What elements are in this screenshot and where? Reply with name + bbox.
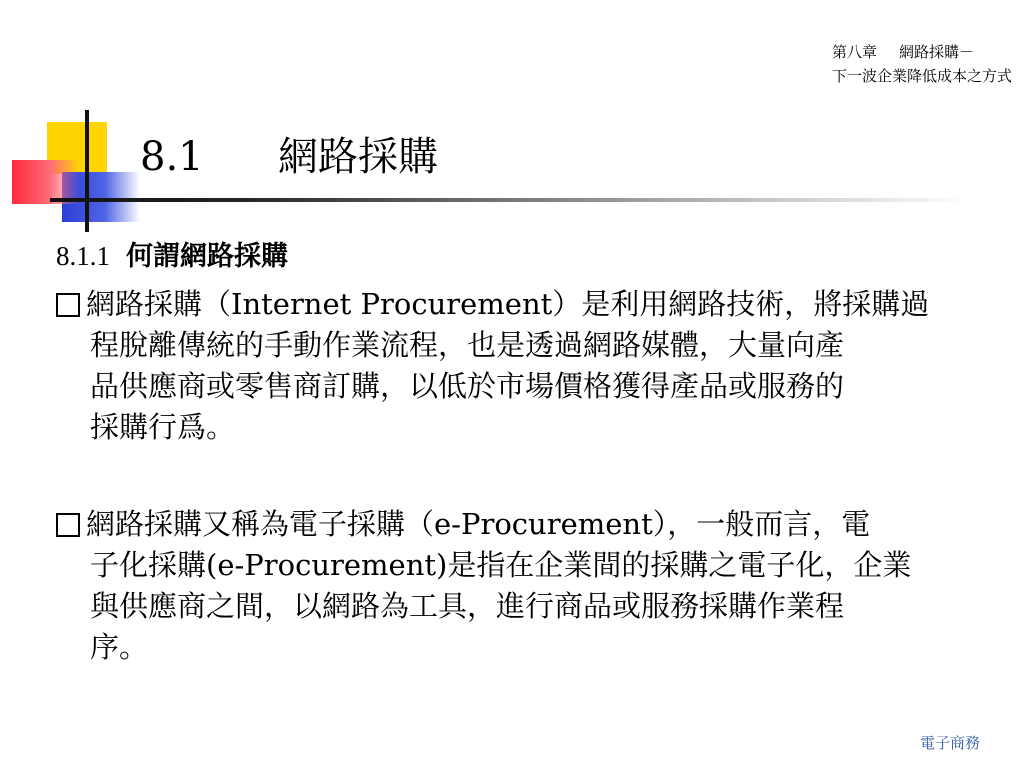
chapter-header-line-1 <box>832 40 1012 64</box>
bullet-line: 子化採購(e-Procurement)是指在企業間的採購之電子化，企業 <box>90 548 912 582</box>
chapter-subtitle: 下一波企業降低成本之方式 <box>831 67 1012 85</box>
logo-vertical-line <box>85 110 89 232</box>
bullet-line <box>56 504 988 545</box>
slide-logo <box>0 100 150 230</box>
chapter-label: 第八章 <box>831 43 877 61</box>
bullet-line: 採購行爲。 <box>90 410 236 444</box>
bullet-line: 品供應商或零售商訂購，以低於市場價格獲得產品或服務的 <box>90 369 845 403</box>
chapter-header <box>832 40 1012 88</box>
bullet-e-procurement <box>56 504 988 668</box>
bullet-line-text: 網路採購（Internet Procurement）是利用網路技術，將採購過 <box>86 287 930 321</box>
bullet-line-text: 網路採購又稱為電子採購（e-Procurement），一般而言，電 <box>86 507 871 541</box>
bullet-line: 與供應商之間，以網路為工具，進行商品或服務採購作業程 <box>90 589 845 623</box>
slide-title-text: 網路採購 <box>278 134 438 180</box>
bullet-internet-procurement <box>56 284 988 448</box>
bullet-line <box>56 284 988 325</box>
slide-title-number: 8.1 <box>140 134 204 180</box>
section-number: 8.1.1 <box>56 241 110 271</box>
slide-title <box>140 131 438 183</box>
chapter-title: 網路採購－ <box>899 43 975 61</box>
bullet-line: 程脫離傳統的手動作業流程，也是透過網路媒體，大量向產 <box>90 328 845 362</box>
title-rule <box>50 198 970 202</box>
square-bullet-icon <box>56 513 80 537</box>
section-title: 何謂網路採購 <box>126 241 288 272</box>
bullet-line: 序。 <box>90 630 149 664</box>
footer-course-name: 電子商務 <box>919 734 980 752</box>
section-heading <box>56 236 288 277</box>
square-bullet-icon <box>56 293 80 317</box>
